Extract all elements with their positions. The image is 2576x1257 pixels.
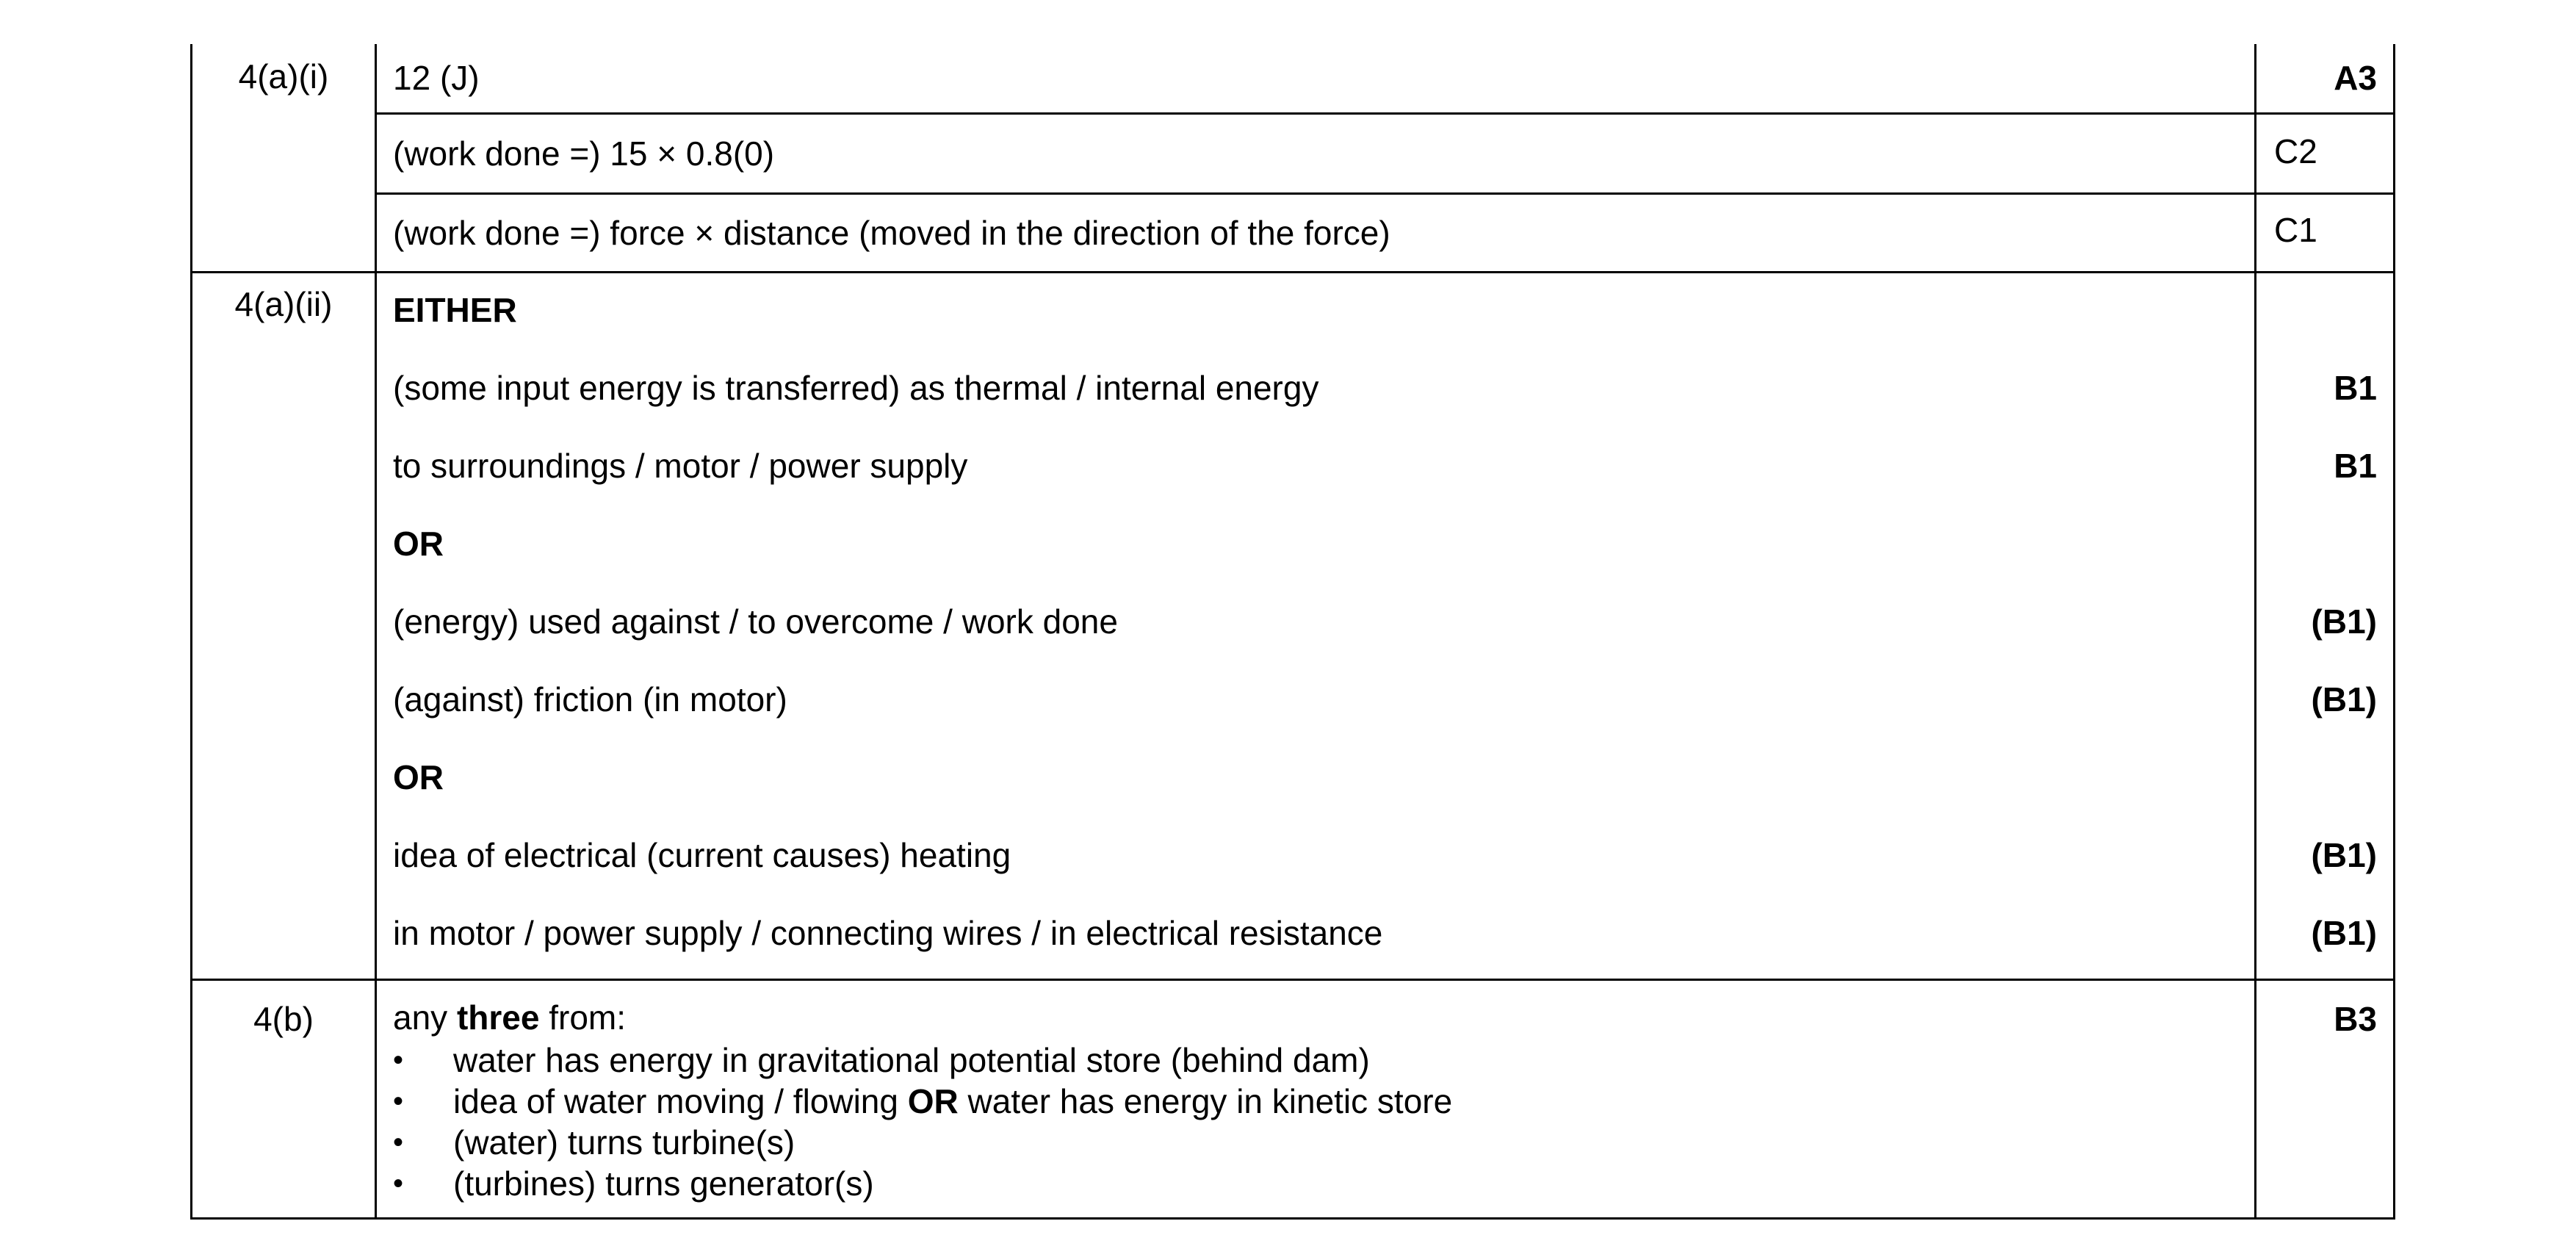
mark-text: C1 (2274, 211, 2317, 249)
question-number: 4(a)(i) (192, 44, 376, 273)
list-item: • idea of water moving / flowing OR water has energy in kinetic store (393, 1081, 1453, 1120)
answer-text: (energy) used against / to overcome / work done (393, 602, 1118, 641)
question-number: 4(a)(ii) (192, 273, 376, 980)
mark-text: (B1) (2311, 680, 2377, 718)
mark-text: B1 (2334, 369, 2377, 407)
answer-text: in motor / power supply / connecting wires / in electrical resistance (393, 914, 1383, 952)
mark-text (2256, 285, 2377, 363)
mark-cell (2256, 273, 2395, 980)
mark-text: (B1) (2311, 914, 2377, 952)
list-item: • water has energy in gravitational potential store (behind dam) (393, 1040, 1370, 1079)
answer-text: (work done =) force × distance (moved in the direction of the force) (393, 213, 1390, 252)
bullet-list (393, 1040, 2240, 1204)
answer-cell (376, 44, 2256, 114)
mark-text (2256, 752, 2377, 830)
mark-cell (2256, 980, 2395, 1219)
table-row (192, 114, 2395, 194)
answer-text: to surroundings / motor / power supply (393, 447, 968, 485)
mark-scheme-table (190, 44, 2395, 1220)
table-row (192, 273, 2395, 980)
bullet-icon: • (393, 1084, 404, 1117)
answer-intro: any three from: (393, 998, 626, 1037)
bullet-icon: • (393, 1167, 404, 1200)
mark-text: (B1) (2311, 836, 2377, 874)
answer-cell (376, 273, 2256, 980)
mark-text: (B1) (2311, 602, 2377, 641)
or-label: OR (393, 758, 444, 796)
table-row (192, 194, 2395, 273)
list-item: • (water) turns turbine(s) (393, 1123, 795, 1161)
mark-text: B3 (2334, 1000, 2377, 1038)
answer-text: idea of electrical (current causes) heating (393, 836, 1011, 874)
answer-cell (376, 114, 2256, 194)
answer-text: (work done =) 15 × 0.8(0) (393, 134, 775, 173)
answer-cell (376, 194, 2256, 273)
mark-cell (2256, 44, 2395, 114)
either-label: EITHER (393, 291, 517, 329)
question-number: 4(b) (192, 980, 376, 1219)
bullet-icon: • (393, 1125, 404, 1159)
mark-cell (2256, 194, 2395, 273)
answer-cell (376, 980, 2256, 1219)
or-label: OR (393, 525, 444, 563)
mark-text: B1 (2334, 447, 2377, 485)
answer-text: 12 (J) (393, 59, 480, 98)
list-item: • (turbines) turns generator(s) (393, 1164, 874, 1203)
table-row (192, 44, 2395, 114)
answer-text: (some input energy is transferred) as thermal / internal energy (393, 369, 1319, 407)
mark-text (2256, 519, 2377, 597)
mark-text: A3 (2334, 59, 2377, 98)
answer-text: (against) friction (in motor) (393, 680, 787, 718)
bullet-icon: • (393, 1043, 404, 1076)
mark-cell (2256, 114, 2395, 194)
table-row (192, 980, 2395, 1219)
mark-text: C2 (2274, 132, 2317, 170)
